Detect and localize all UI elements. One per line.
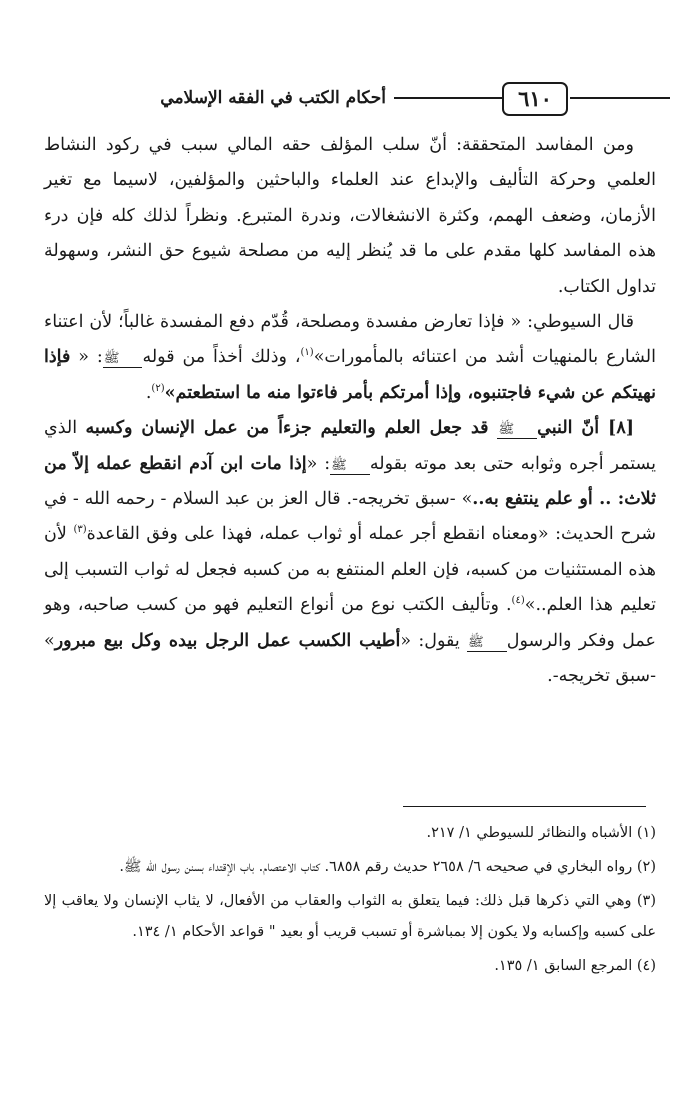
footnotes — [44, 818, 656, 985]
running-header — [30, 82, 670, 116]
paragraph-text: ومن المفاسد المتحققة: أنّ سلب المؤلف حقه المالي سبب في ركود النشاط العلمي وحركة التأليف والإبداع عند العلماء والباحثين والمؤلفين، لاسيما مع تغير الأزمان، وضعف الهمم، وكثرة الانشغالات، وندرة المتبرع. ونظراً لذلك كله فإن درء هذه المفاسد كلها مقدم على ما قد يُنظر إليه من مصلحة شيوع حق النشر، وسهولة تداول الكتاب. — [44, 135, 656, 297]
footnote-ref: (١) — [300, 347, 314, 359]
honorific-icon: ﷺ — [330, 458, 370, 475]
hadith-quote: إذا مات ابن آدم انقطع عمله إلاّ من ثلاث: .. أو علم ينتفع به.. — [44, 453, 656, 510]
paragraph-text: ، وذلك أخذاً من قوله — [142, 347, 301, 368]
footnote-ref: (٣) — [73, 524, 87, 536]
hadith-quote: أطيب الكسب عمل الرجل بيده وكل بيع مبرور — [54, 630, 401, 651]
footnote: (٢) رواه البخاري في صحيحه ٦/ ٢٦٥٨ حديث رقم ٦٨٥٨. كتاب الاعتصام. باب الإقتداء بسنن رسول الله ﷺ. — [119, 859, 656, 875]
footnote-ref: (٢) — [151, 383, 165, 395]
paragraph — [44, 305, 656, 411]
running-title: أحكام الكتب في الفقه الإسلامي — [160, 88, 386, 108]
paragraph-text: : « — [306, 453, 331, 474]
footnote-ref: (٤) — [511, 595, 525, 607]
paragraph-text: يقول: « — [400, 630, 468, 651]
main-text — [44, 128, 656, 695]
paragraph — [44, 128, 656, 305]
paragraph-text: الذي يستمر أجره وثوابه حتى بعد موته بقوله — [44, 418, 656, 474]
footnote-separator — [403, 806, 646, 807]
header-rule — [570, 97, 670, 99]
footnote: (٣) وهي التي ذكرها قبل ذلك: فيما يتعلق به الثواب والعقاب من الأفعال، لا يثاب الإنسان ولا يعاقب إلا على كسبه وإكسابه ولا يكون إلا بمباشرة أو تسبب قريب أو بعيد " قواعد الأحكام ١/ ١٣٤. — [44, 893, 656, 940]
paragraph-text: . — [145, 382, 152, 403]
paragraph-text: لأن هذه المستثنيات من كسبه، فإن العلم المنتفع به من كسبه فجعل له ثواب التسبب إلى تعليم هذا العلم..» — [44, 524, 656, 616]
footnote: (١) الأشباه والنظائر للسيوطي ١/ ٢١٧. — [426, 825, 656, 841]
footnote: (٤) المرجع السابق ١/ ١٣٥. — [494, 958, 656, 974]
paragraph-text: : « — [70, 347, 103, 368]
hadith-quote: فإذا نهيتكم عن شيء فاجتنبوه، وإذا أمرتكم بأمر فاءتوا منه ما استطعتم» — [44, 347, 656, 403]
paragraph-text: » -سبق تخريجه-. — [44, 630, 656, 687]
point-heading: [٨] أنّ النبي — [537, 418, 634, 439]
header-rule — [394, 97, 504, 99]
paragraph-text: » -سبق تخريجه-. قال العز بن عبد السلام - رحمه الله - في شرح الحديث: «ومعناه انقطع أجر عمله أو ثواب عمله، فهذا على وفق القاعدة — [44, 489, 656, 545]
point-heading: قد جعل العلم والتعليم جزءاً من عمل الإنسان وكسبه — [85, 418, 498, 439]
paragraph — [44, 411, 656, 694]
page-number: ٦١٠ — [502, 82, 568, 116]
honorific-icon: ﷺ — [497, 422, 537, 439]
quote-text: قال السيوطي: « فإذا تعارض مفسدة ومصلحة، قُدّم دفع المفسدة غالباً؛ لأن اعتناء الشارع بالمنهيات أشد من اعتنائه بالمأمورات» — [44, 312, 656, 368]
paragraph-text: . وتأليف الكتب نوع من أنواع التعليم فهو من كسب صاحبه، وهو عمل وفكر والرسول — [44, 595, 656, 651]
honorific-icon: ﷺ — [103, 351, 143, 368]
honorific-icon: ﷺ — [467, 635, 507, 652]
